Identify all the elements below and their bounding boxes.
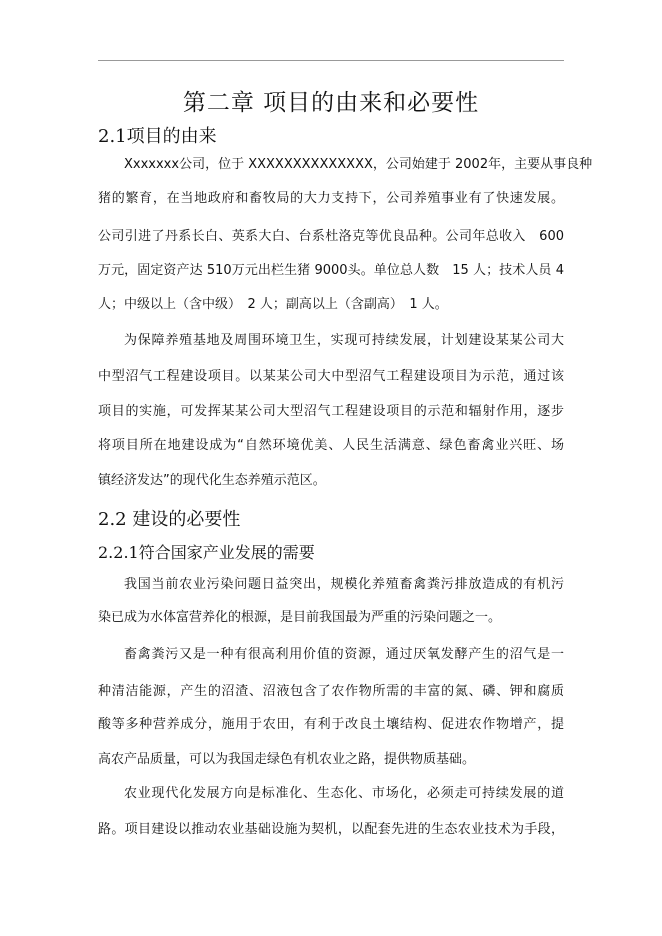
paragraph-line: 我国当前农业污染问题日益突出，规模化养殖畜禽粪污排放造成的有机污 — [124, 577, 564, 592]
paragraph-line: 人；中级以上（含中级） 2 人；副高以上（含副高） 1 人。 — [98, 297, 448, 312]
paragraph-line: 为保障养殖基地及周围环境卫生，实现可持续发展，计划建设某某公司大 — [124, 333, 564, 348]
chapter-title: 第二章 项目的由来和必要性 — [182, 90, 480, 116]
paragraph-line: 高农产品质量，可以为我国走绿色有机农业之路，提供物质基础。 — [98, 752, 476, 767]
paragraph-line: 公司引进了丹系长白、英系大白、台系杜洛克等优良品种。公司年总收入 600 — [98, 229, 564, 244]
paragraph-line: 酸等多种营养成分，施用于农田，有利于改良土壤结构、促进农作物增产，提 — [98, 717, 564, 732]
subsection-heading-2-2-1: 2.2.1符合国家产业发展的需要 — [98, 543, 315, 562]
paragraph-line: 畜禽粪污又是一种有很高利用价值的资源，通过厌氧发酵产生的沼气是一 — [124, 647, 564, 662]
paragraph-line: 中型沼气工程建设项目。以某某公司大中型沼气工程建设项目为示范，通过该 — [98, 369, 564, 384]
header-rule — [98, 60, 564, 61]
paragraph-line: 猪的繁育，在当地政府和畜牧局的大力支持下，公司养殖事业有了快速发展。 — [98, 191, 564, 206]
paragraph-line: 种清洁能源，产生的沼渣、沼液包含了农作物所需的丰富的氮、磷、钾和腐质 — [98, 684, 564, 699]
paragraph-line: 万元，固定资产达 510万元出栏生猪 9000头。单位总人数 15 人；技术人员 4 — [98, 263, 564, 278]
paragraph-line: 路。项目建设以推动农业基础设施为契机，以配套先进的生态农业技术为手段， — [98, 822, 564, 837]
section-heading-2-2: 2.2 建设的必要性 — [98, 509, 241, 530]
paragraph-line: 镇经济发达”的现代化生态养殖示范区。 — [98, 473, 326, 488]
paragraph-line: Xxxxxxx公司，位于 XXXXXXXXXXXXXX，公司始建于 2002年，主要从事良种 — [124, 157, 593, 172]
paragraph-line: 农业现代化发展方向是标准化、生态化、市场化，必须走可持续发展的道 — [124, 786, 564, 801]
section-heading-2-1: 2.1项目的由来 — [98, 126, 217, 147]
paragraph-line: 染已成为水体富营养化的根源，是目前我国最为严重的污染问题之一。 — [98, 610, 502, 625]
paragraph-line: 将项目所在地建设成为“自然环境优美、人民生活满意、绿色畜禽业兴旺、场 — [98, 438, 564, 453]
paragraph-line: 项目的实施，可发挥某某公司大型沼气工程建设项目的示范和辐射作用，逐步 — [98, 404, 564, 419]
